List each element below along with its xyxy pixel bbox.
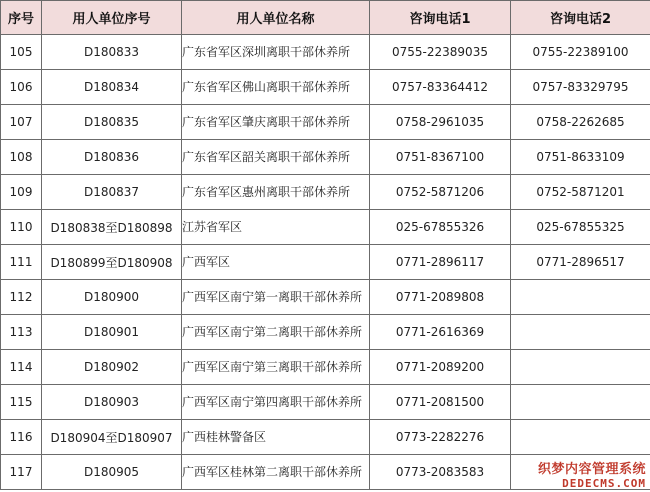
cell-phone-1: 025-67855326 — [370, 210, 511, 245]
cell-phone-2: 0758-2262685 — [511, 105, 650, 140]
table-row — [1, 105, 650, 140]
watermark-text: 织梦内容管理系统 — [537, 462, 646, 477]
cell-unit-name: 江苏省军区 — [182, 210, 370, 245]
header-row — [1, 1, 650, 35]
cell-phone-1: 0771-2616369 — [370, 315, 511, 350]
cell-serial: 106 — [1, 70, 42, 105]
cell-phone-2: 025-67855325 — [511, 210, 650, 245]
cell-serial: 108 — [1, 140, 42, 175]
cell-phone-1: 0771-2089808 — [370, 280, 511, 315]
cell-unit-code: D180834 — [42, 70, 182, 105]
cell-unit-code: D180833 — [42, 35, 182, 70]
cell-phone-1: 0771-2081500 — [370, 385, 511, 420]
cell-phone-2: 0751-8633109 — [511, 140, 650, 175]
cell-phone-1: 0758-2961035 — [370, 105, 511, 140]
table-row — [1, 140, 650, 175]
cell-serial: 113 — [1, 315, 42, 350]
table-row — [1, 245, 650, 280]
cell-unit-code: D180900 — [42, 280, 182, 315]
cell-unit-code: D180838至D180898 — [42, 210, 182, 245]
cell-serial: 116 — [1, 420, 42, 455]
cell-unit-code: D180837 — [42, 175, 182, 210]
cell-unit-code: D180904至D180907 — [42, 420, 182, 455]
cell-phone-1: 0771-2896117 — [370, 245, 511, 280]
cell-serial: 117 — [1, 455, 42, 490]
table-row — [1, 420, 650, 455]
header-phone-1: 咨询电话1 — [370, 1, 511, 35]
cell-serial: 105 — [1, 35, 42, 70]
cell-phone-1: 0771-2089200 — [370, 350, 511, 385]
cell-phone-1: 0751-8367100 — [370, 140, 511, 175]
cell-unit-name: 广西军区南宁第三离职干部休养所 — [182, 350, 370, 385]
table-row — [1, 175, 650, 210]
cell-serial: 111 — [1, 245, 42, 280]
cell-unit-name: 广西军区南宁第二离职干部休养所 — [182, 315, 370, 350]
cell-serial: 109 — [1, 175, 42, 210]
cell-unit-name: 广西军区桂林第二离职干部休养所 — [182, 455, 370, 490]
watermark-url: DEDECMS.COM — [562, 477, 646, 490]
cell-unit-name: 广东省军区肇庆离职干部休养所 — [182, 105, 370, 140]
cell-phone-2: 0755-22389100 — [511, 35, 650, 70]
cell-phone-1: 0773-2083583 — [370, 455, 511, 490]
cell-phone-1: 0757-83364412 — [370, 70, 511, 105]
table-row — [1, 70, 650, 105]
cell-serial: 110 — [1, 210, 42, 245]
cell-phone-2: 0752-5871201 — [511, 175, 650, 210]
header-unit-code: 用人单位序号 — [42, 1, 182, 35]
cell-unit-name: 广西军区南宁第四离职干部休养所 — [182, 385, 370, 420]
table-row — [1, 350, 650, 385]
cell-unit-name: 广东省军区佛山离职干部休养所 — [182, 70, 370, 105]
cell-phone-1: 0752-5871206 — [370, 175, 511, 210]
header-serial: 序号 — [1, 1, 42, 35]
cell-phone-2: 0757-83329795 — [511, 70, 650, 105]
cell-unit-name: 广东省军区惠州离职干部休养所 — [182, 175, 370, 210]
cell-unit-name: 广西军区 — [182, 245, 370, 280]
cell-phone-2 — [511, 315, 650, 350]
table-body — [1, 35, 650, 490]
table-row — [1, 280, 650, 315]
cell-serial: 107 — [1, 105, 42, 140]
table-row — [1, 385, 650, 420]
cell-phone-1: 0755-22389035 — [370, 35, 511, 70]
cell-unit-code: D180836 — [42, 140, 182, 175]
cell-unit-code: D180902 — [42, 350, 182, 385]
cell-serial: 112 — [1, 280, 42, 315]
cell-unit-code: D180901 — [42, 315, 182, 350]
header-unit-name: 用人单位名称 — [182, 1, 370, 35]
table-row — [1, 315, 650, 350]
cell-phone-2 — [511, 420, 650, 455]
cell-phone-1: 0773-2282276 — [370, 420, 511, 455]
cell-unit-name: 广西军区南宁第一离职干部休养所 — [182, 280, 370, 315]
cell-phone-2: 0771-2896517 — [511, 245, 650, 280]
cell-phone-2 — [511, 455, 650, 490]
table-row — [1, 210, 650, 245]
cell-phone-2 — [511, 385, 650, 420]
cell-phone-2 — [511, 350, 650, 385]
cell-serial: 114 — [1, 350, 42, 385]
cell-unit-code: D180905 — [42, 455, 182, 490]
table-row — [1, 455, 650, 490]
cell-unit-name: 广东省军区韶关离职干部休养所 — [182, 140, 370, 175]
cell-unit-name: 广西桂林警备区 — [182, 420, 370, 455]
cell-serial: 115 — [1, 385, 42, 420]
table-row — [1, 35, 650, 70]
cell-unit-name: 广东省军区深圳离职干部休养所 — [182, 35, 370, 70]
cell-phone-2 — [511, 280, 650, 315]
header-phone-2: 咨询电话2 — [511, 1, 650, 35]
cell-unit-code: D180903 — [42, 385, 182, 420]
cell-unit-code: D180835 — [42, 105, 182, 140]
cell-unit-code: D180899至D180908 — [42, 245, 182, 280]
